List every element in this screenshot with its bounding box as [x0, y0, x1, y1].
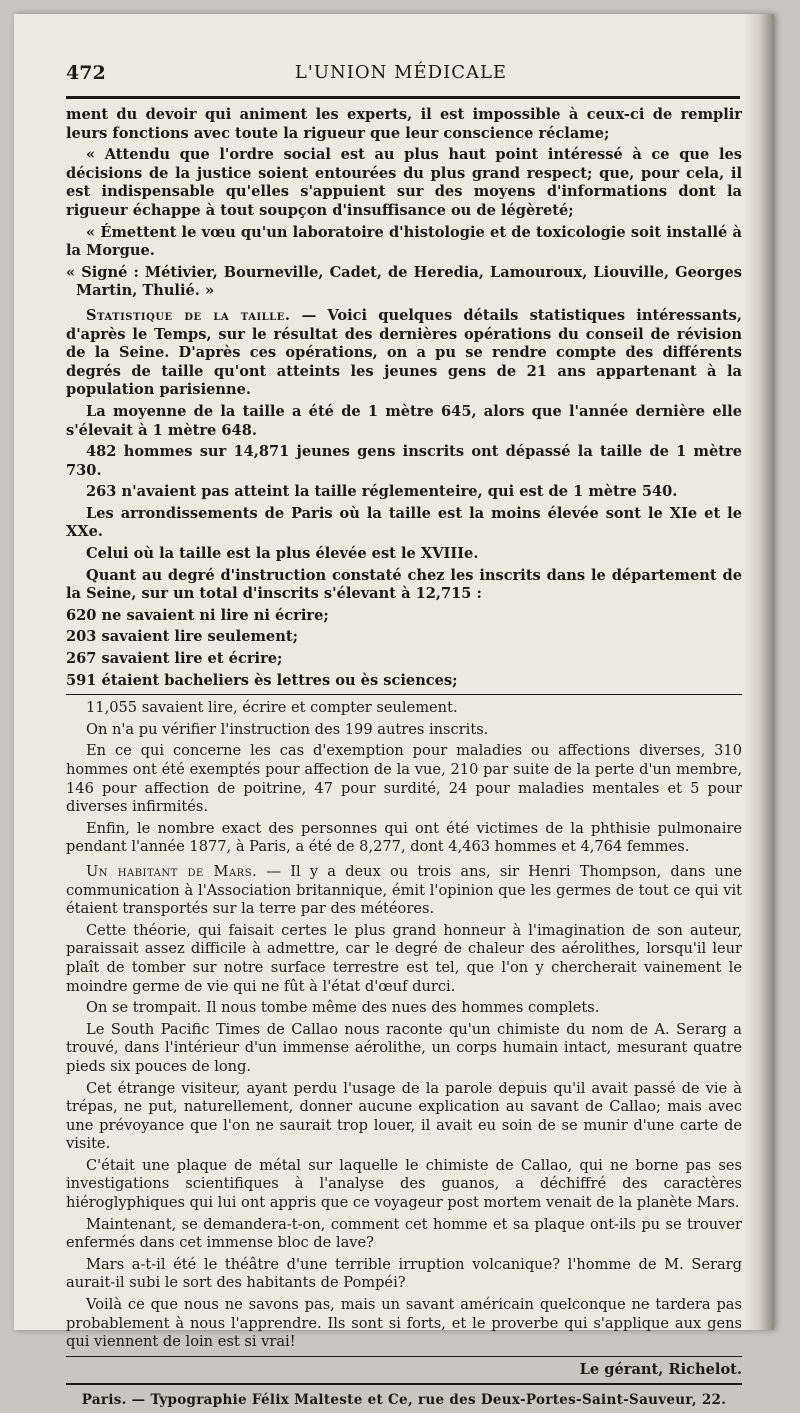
paragraph: Cet étrange visiteur, ayant perdu l'usage de la parole depuis qu'il avait passé de vie à trépas, ne put, naturellement, donner aucune explication au savant de Callao; mais avec une prévoyance que l'on ne saurait trop louer, il avait eu soin de se munir d'une carte de visite.	[66, 1079, 742, 1153]
running-title: L'UNION MÉDICALE	[294, 62, 508, 83]
statistique-line: La moyenne de la taille a été de 1 mètre 645, alors que l'année dernière elle s'élevait à 1 mètre 648.	[66, 402, 742, 439]
mars-intro	[66, 863, 742, 919]
paragraph: Mars a-t-il été le théâtre d'une terrible irruption volcanique? l'homme de M. Serarg aurait-il subi le sort des habitants de Pompéi?	[66, 1255, 742, 1292]
divider	[66, 694, 742, 695]
page-number: 472	[66, 62, 106, 84]
list-item: 591 étaient bacheliers ès lettres ou ès sciences;	[66, 671, 458, 689]
article-continuation	[66, 699, 742, 1352]
statistique-line: Quant au degré d'instruction constaté chez les inscrits dans le département de la Seine, sur un total d'inscrits s'élevant à 12,715 :	[66, 566, 742, 603]
divider	[66, 1356, 742, 1357]
paragraph: 11,055 savaient lire, écrire et compter seulement.	[86, 699, 458, 717]
paragraph: On se trompait. Il nous tombe même des nues des hommes complets.	[86, 999, 600, 1017]
statistique-line: 482 hommes sur 14,871 jeunes gens inscrits ont dépassé la taille de 1 mètre 730.	[66, 443, 742, 479]
paragraph: On n'a pu vérifier l'instruction des 199 autres inscrits.	[86, 720, 489, 738]
list-item: 267 savaient lire et écrire;	[66, 650, 283, 668]
paragraph: Maintenant, se demandera-t-on, comment cet homme et sa plaque ont-ils pu se trouver enfermés dans cet immense bloc de lave?	[66, 1215, 742, 1252]
page-header	[66, 58, 736, 88]
statistique-intro	[66, 307, 742, 400]
paragraph: « Attendu que l'ordre social est au plus haut point intéressé à ce que les décisions de la justice soient entourées du plus grand respect; que, pour cela, il est indispensable qu'elles s'appuient sur des moyens d'informations dont la rigueur échappe à tout soupçon d'insuffisance ou de légèreté;	[66, 146, 742, 219]
header-rule	[66, 96, 740, 99]
paragraph: « Émettent le vœu qu'un laboratoire d'histologie et de toxicologie soit installé à la Morgue.	[66, 223, 742, 260]
mars-heading: Un habitant de Mars.	[86, 862, 258, 880]
statistique-heading: Statistique de la taille.	[86, 306, 291, 324]
paragraph: ment du devoir qui animent les experts, il est impossible à ceux-ci de remplir leurs fonctions avec toute la rigueur que leur conscience réclame;	[66, 106, 742, 142]
paragraph: En ce qui concerne les cas d'exemption pour maladies ou affections diverses, 310 hommes ont été exemptés pour affection de la vue, 210 par suite de la perte d'un membre, 146 pour affection de poitrine, 47 pour surdité, 24 pour maladies mentales et 5 pour diverses infirmités.	[66, 742, 742, 816]
page-binding-shadow	[744, 14, 774, 1330]
footer-rule	[66, 1383, 742, 1385]
statistique-line: Les arrondissements de Paris où la taille est la moins élevée sont le XIe et le XXe.	[66, 504, 742, 541]
statistique-text: — Voici quelques détails statistiques intéressants, d'après le Temps, sur le résultat des dernières opérations du conseil de révision de la Seine. D'après ces opérations, on a pu se rendre compte des différents degrés de taille qu'ont atteints les jeunes gens de 21 ans appartenant à la population parisienne.	[66, 306, 742, 399]
printer-footer: Paris. — Typographie Félix Malteste et Ce, rue des Deux-Portes-Saint-Sauveur, 22.	[81, 1392, 727, 1409]
paragraph: C'était une plaque de métal sur laquelle le chimiste de Callao, qui ne borne pas ses investigations scientifiques à l'analyse des guanos, a déchiffré des caractères hiéroglyphiques qui lui ont appris que ce voyageur post mortem venait de la planète Mars.	[66, 1156, 742, 1212]
paragraph: Le South Pacific Times de Callao nous raconte qu'un chimiste du nom de A. Serarg a trouvé, dans l'intérieur d'un immense aérolithe, un corps humain intact, mesurant quatre pieds six pouces de long.	[66, 1020, 742, 1075]
paragraph: Voilà ce que nous ne savons pas, mais un savant américain quelconque ne tardera pas probablement à nous l'apprendre. Ils sont si forts, et le proverbe qui s'applique aux gens qui viennent de loin est si vrai!	[66, 1296, 742, 1351]
paragraph: Enfin, le nombre exact des personnes qui ont été victimes de la phthisie pulmonaire pendant l'année 1877, à Paris, a été de 8,277, dont 4,463 hommes et 4,764 femmes.	[66, 819, 742, 856]
article-body	[66, 106, 742, 1413]
list-item: 620 ne savaient ni lire ni écrire;	[66, 606, 329, 624]
signature-block: « Signé : Métivier, Bourneville, Cadet, de Heredia, Lamouroux, Liouville, Georges Martin, Thulié. »	[66, 263, 742, 300]
book-page	[14, 14, 774, 1409]
statistique-line: Celui où la taille est la plus élevée est le XVIIIe.	[86, 545, 479, 563]
mars-text: — Il y a deux ou trois ans, sir Henri Thompson, dans une communication à l'Association britannique, émit l'opinion que les germes de tout ce qui vit étaient transportés sur la terre par des météores.	[66, 862, 742, 918]
list-item: 203 savaient lire seulement;	[66, 628, 298, 646]
gerant-signature: Le gérant, Richelot.	[579, 1360, 742, 1378]
statistique-line: 263 n'avaient pas atteint la taille réglementeire, qui est de 1 mètre 540.	[86, 483, 678, 501]
paragraph: Cette théorie, qui faisait certes le plus grand honneur à l'imagination de son auteur, paraissait assez difficile à admettre, car le degré de chaleur des aérolithes, lorsqu'il leur plaît de tomber sur notre surface terrestre est tel, que l'on y chercherait vainement le moindre germe de vie qui ne fût à l'état d'œuf durci.	[66, 921, 742, 995]
